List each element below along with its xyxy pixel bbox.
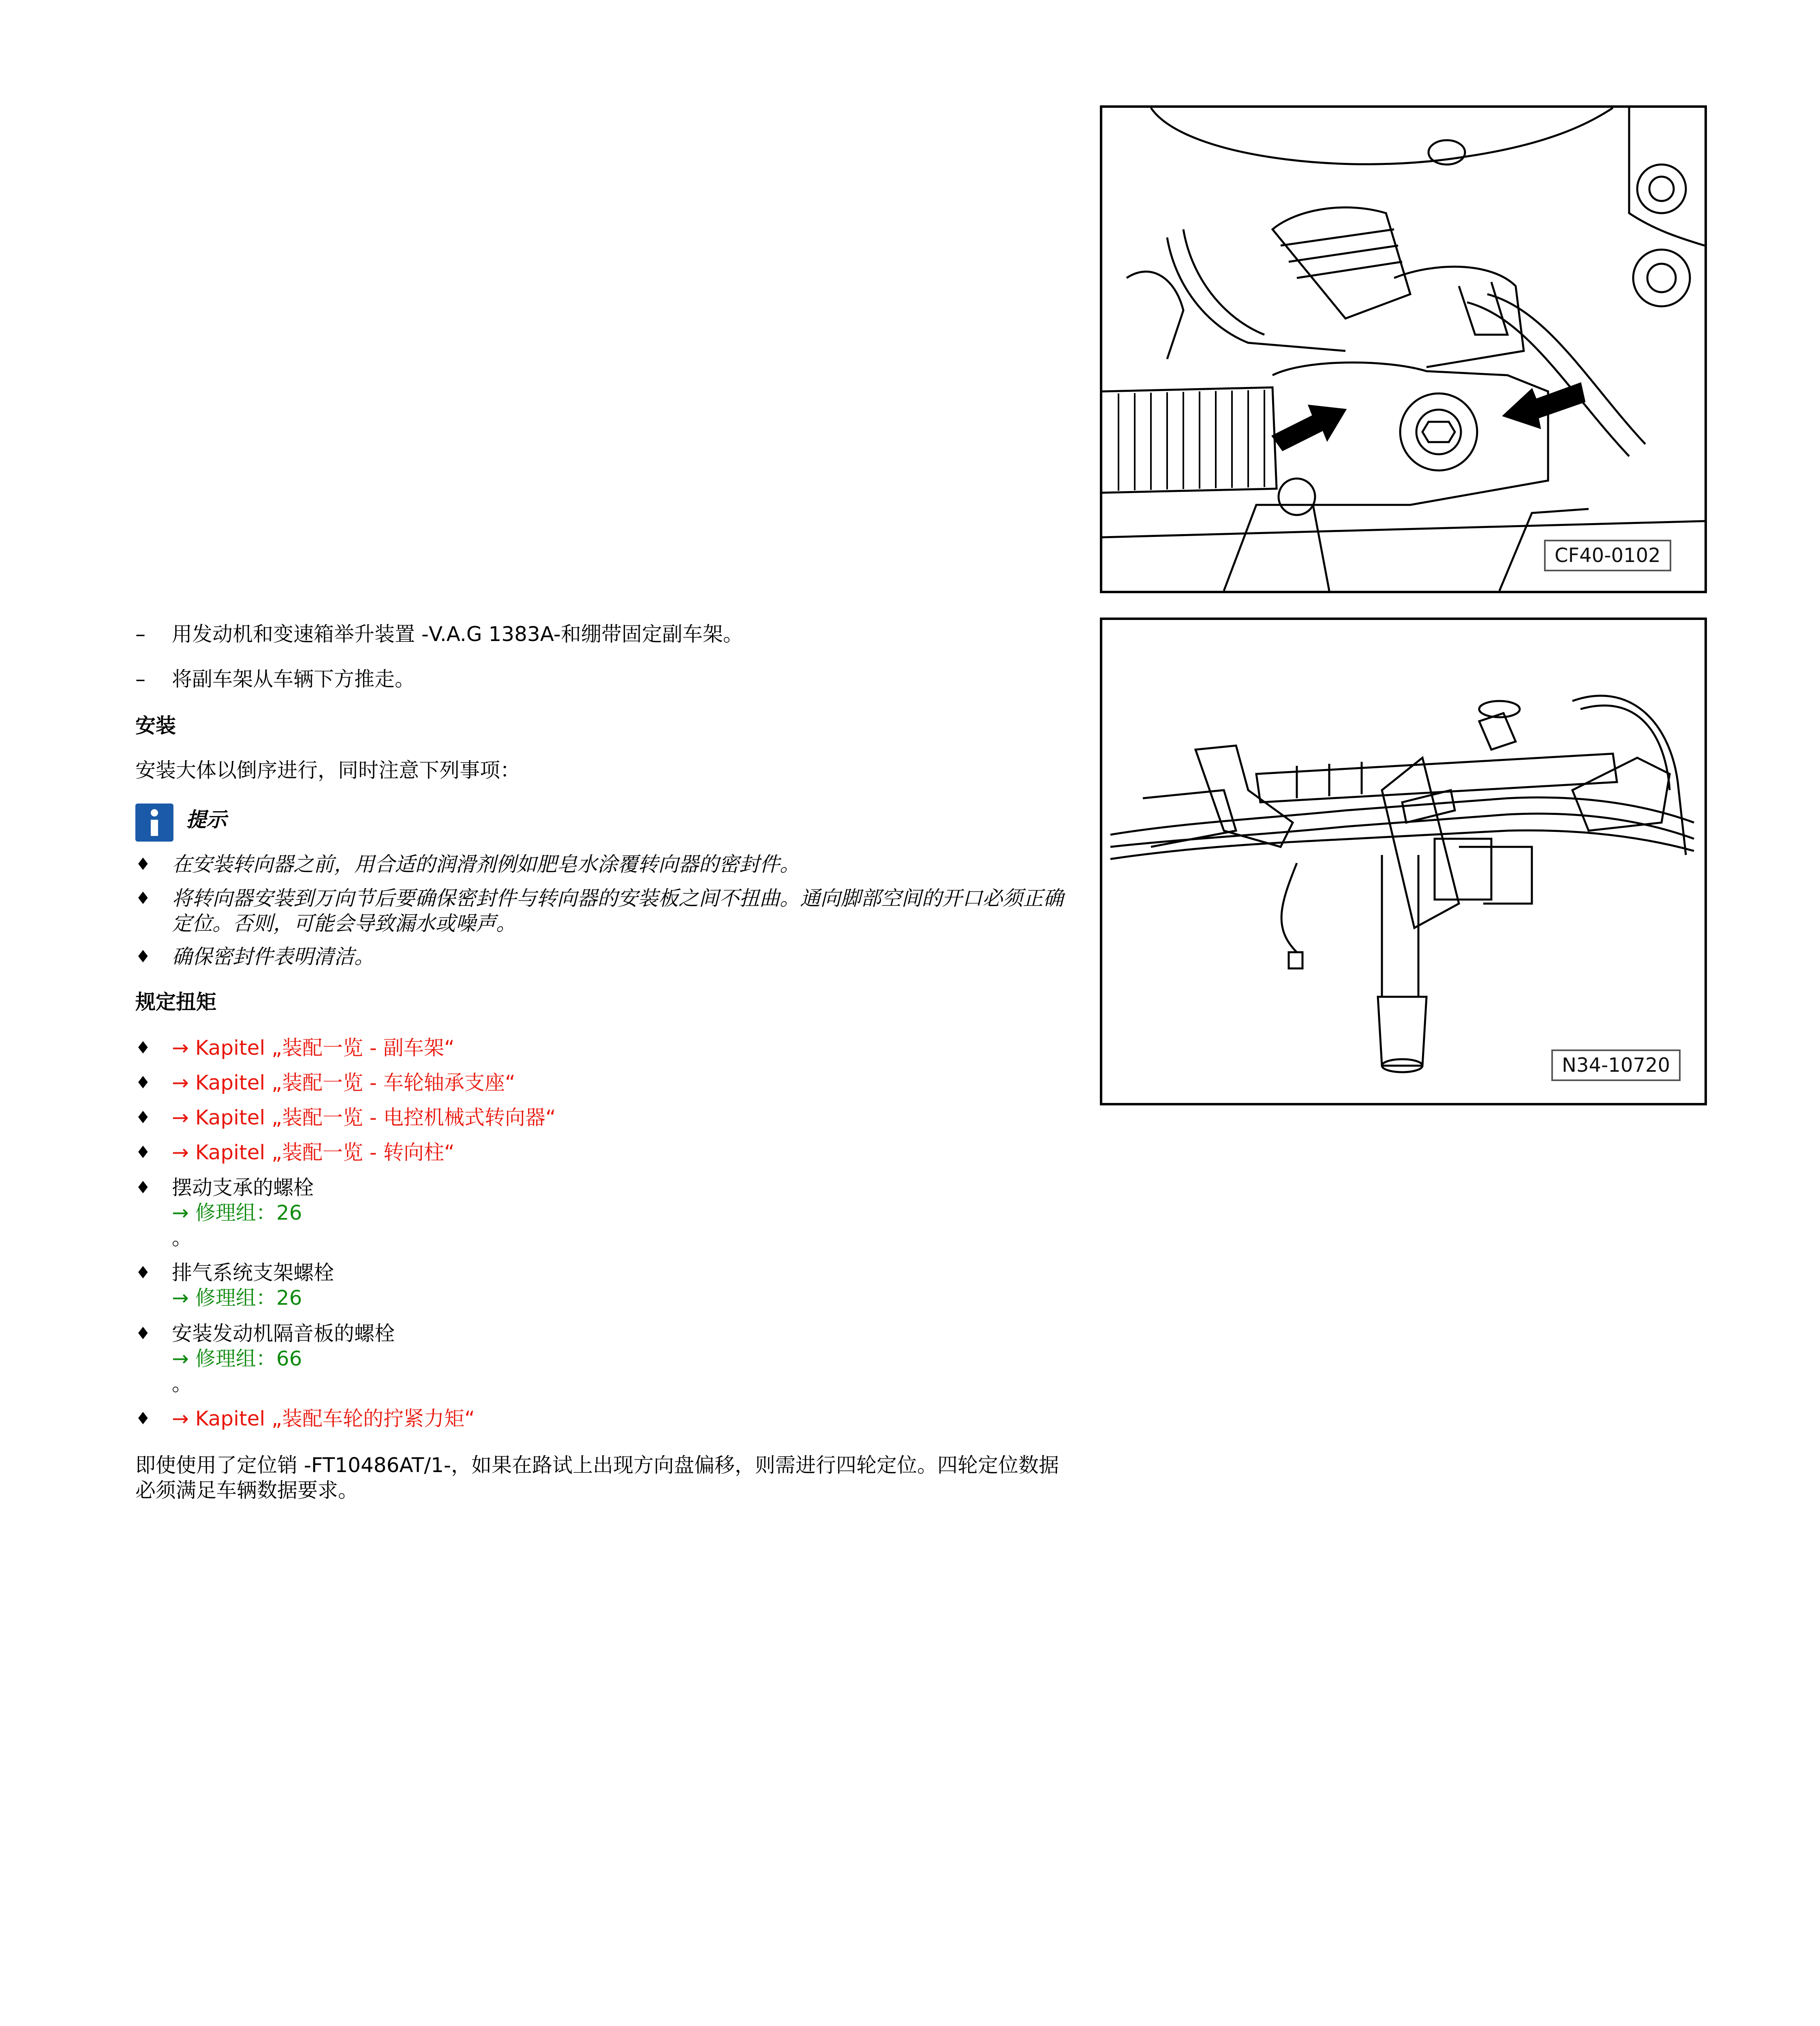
bullet-icon: ♦ (135, 1408, 151, 1428)
repair-group-link[interactable]: → 修理组：26 (172, 1286, 302, 1310)
chapter-link[interactable]: → Kapitel „装配一览 - 车轮轴承支座“ (172, 1071, 515, 1094)
document-page: – 用发动机和变速箱举升装置 -V.A.G 1383A-和绷带固定副车架。 – 将副车架从车辆下方推走。 安装 安装大体以倒序进行，同时注意下列事项： 提示 ♦ 在安装转向器之前，用合适的润滑剂例如肥皂水涂覆转向器的密封件。 ♦ 将转向器安装到万向节后要确保密封件与转向器的安装板之间不扭曲。通向脚部空间的开口必须正确定位。否则，可能会导致漏水或噪声。 ♦ 确保密封件表明清洁。 规定扭矩 ♦ → Kapitel „装配一览 - 副车架“ ♦ → Kapitel „装配一览 - 车轮轴承支座“ ♦ → Kapitel „装配一览 - 电控机械式转向器“ ♦ → Kapitel „装配一览 - 转向柱“ ♦ 摆动支承的螺栓 → 修理组：26 。 ♦ 排气系统支架螺栓 → 修理组：26 ♦ 安装发动机隔音板的螺栓 → 修理组：66 。 ♦ → Kapitel „装配车轮的拧紧力矩“ 即使使用了定位销 -FT10486AT/1-，如果在路试上出现方向盘偏移，则需进行四轮定位。四轮定位数据必须满足车辆数据要求。 CF40-0102 N34-10720 (0, 0, 1820, 2026)
bullet-icon: ♦ (135, 1263, 151, 1282)
install-intro: 安装大体以倒序进行，同时注意下列事项： (135, 759, 520, 782)
bullet-icon: ♦ (135, 1038, 151, 1058)
step-text: 将副车架从车辆下方推走。 (172, 667, 415, 691)
install-heading: 安装 (135, 714, 176, 737)
chapter-link[interactable]: → Kapitel „装配车轮的拧紧力矩“ (172, 1407, 475, 1430)
note-label: 提示 (186, 808, 227, 831)
bullet-icon: ♦ (135, 854, 151, 874)
figure-label: CF40-0102 (1544, 540, 1671, 571)
subframe-drawing (1102, 620, 1705, 1103)
bullet-icon: ♦ (135, 947, 151, 966)
chapter-link[interactable]: → Kapitel „装配一览 - 电控机械式转向器“ (172, 1106, 556, 1129)
step-text: 用发动机和变速箱举升装置 -V.A.G 1383A-和绷带固定副车架。 (172, 622, 743, 646)
figure-label: N34-10720 (1551, 1049, 1681, 1081)
figure-subframe-lift (1100, 618, 1707, 1105)
footer-paragraph: 即使使用了定位销 -FT10486AT/1-，如果在路试上出现方向盘偏移，则需进行四轮定位。四轮定位数据必须满足车辆数据要求。 (135, 1453, 1059, 1502)
steering-gear-drawing (1102, 108, 1705, 591)
repair-group-link[interactable]: → 修理组：66 (172, 1347, 302, 1370)
bullet-icon: ♦ (135, 1142, 151, 1162)
bullet-icon: ♦ (135, 1073, 151, 1092)
figure-steering-gear-closeup (1100, 105, 1707, 593)
step-marker: – (135, 667, 145, 691)
torque-heading: 规定扭矩 (135, 990, 216, 1014)
chapter-link[interactable]: → Kapitel „装配一览 - 副车架“ (172, 1036, 455, 1060)
chapter-link[interactable]: → Kapitel „装配一览 - 转向柱“ (172, 1141, 455, 1164)
bullet-icon: ♦ (135, 1323, 151, 1343)
bullet-icon: ♦ (135, 888, 151, 908)
step-marker: – (135, 622, 145, 646)
note-item: ♦ 将转向器安装到万向节后要确保密封件与转向器的安装板之间不扭曲。通向脚部空间的开口必须正确定位。否则，可能会导致漏水或噪声。 (135, 887, 1063, 935)
info-icon (135, 804, 173, 842)
repair-group-link[interactable]: → 修理组：26 (172, 1201, 302, 1225)
bullet-icon: ♦ (135, 1178, 151, 1197)
bullet-icon: ♦ (135, 1107, 151, 1127)
